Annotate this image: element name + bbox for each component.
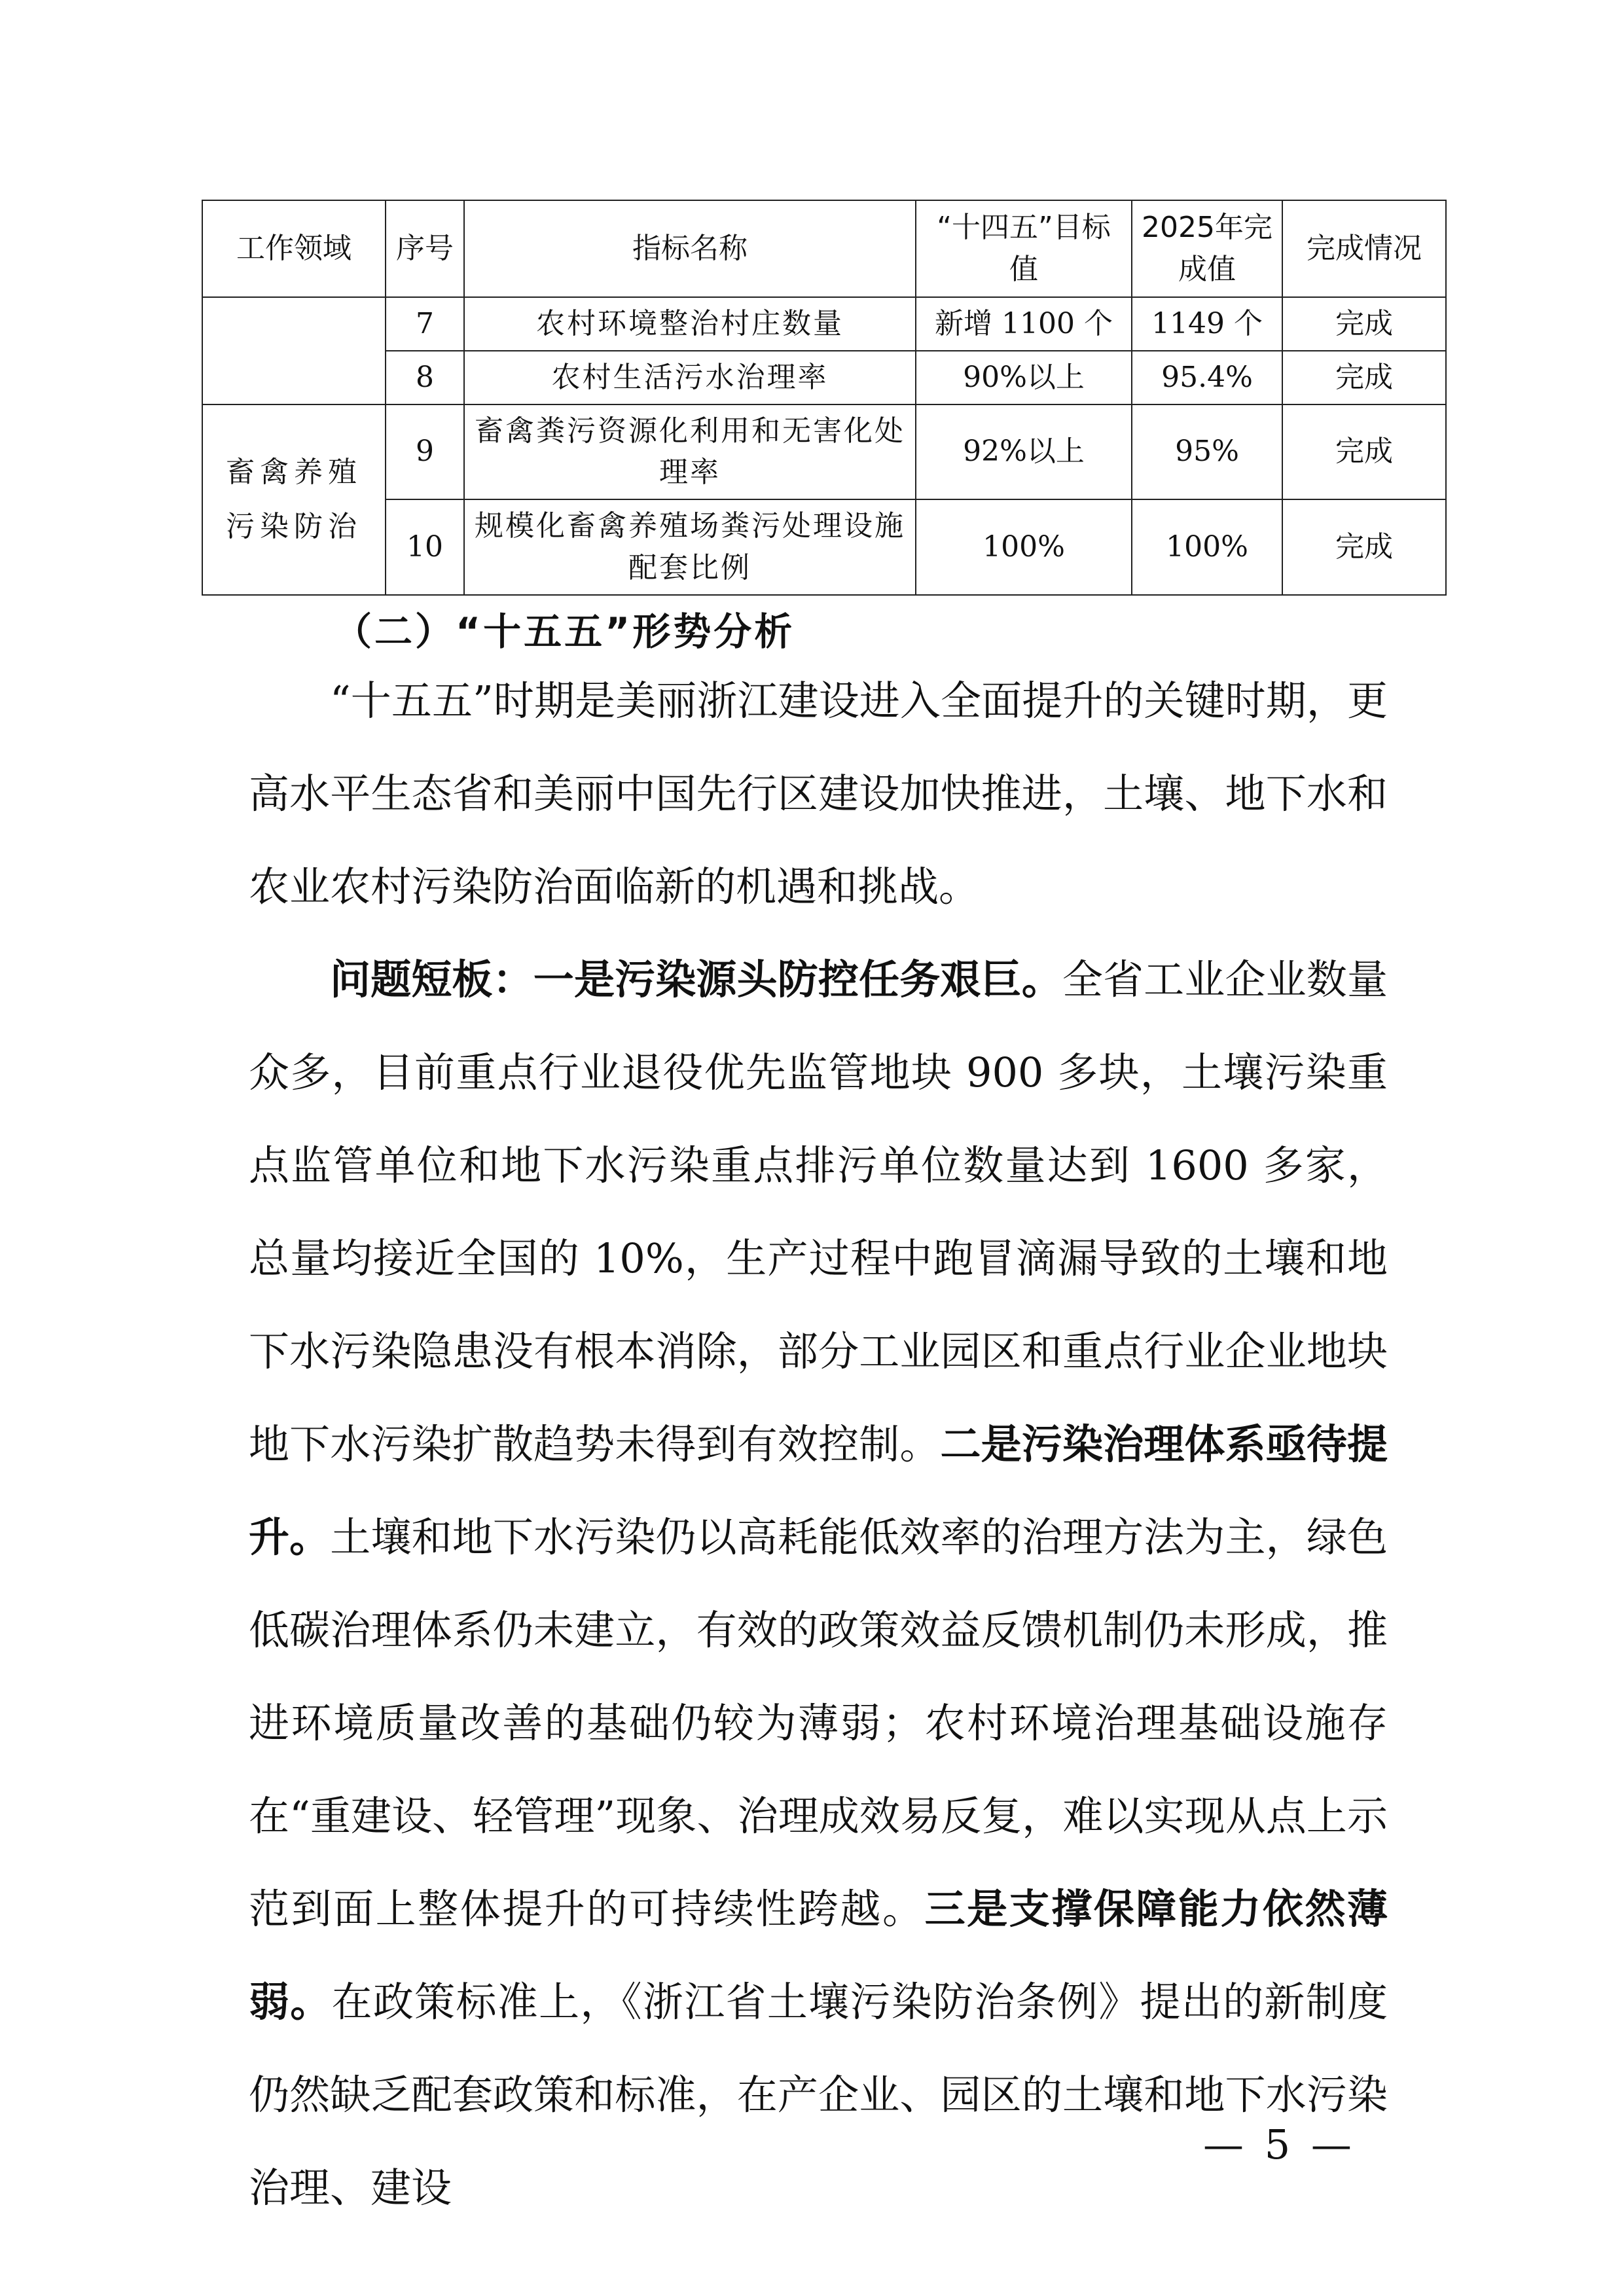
table-row (202, 499, 1446, 595)
target-cell: 新增 1100 个 (916, 297, 1132, 351)
problem-text-3: 在政策标准上，《浙江省土壤污染防治条例》提出的新制度仍然缺乏配套政策和标准，在产企业、园区的土壤和地下水污染治理、建设 (249, 1978, 1388, 2212)
status-cell: 完成 (1282, 404, 1446, 500)
paragraph-2 (249, 933, 1388, 2234)
table-header-row (202, 200, 1446, 297)
field-cell: 畜禽养殖污染防治 (202, 404, 386, 595)
problem-lead: 问题短板：一是污染源头防控任务艰巨。 (330, 956, 1062, 1003)
paragraph-1: “十五五”时期是美丽浙江建设进入全面提升的关键时期，更高水平生态省和美丽中国先行区建设加快推进，土壤、地下水和农业农村污染防治面临新的机遇和挑战。 (249, 677, 1388, 910)
header-target: “十四五”目标值 (916, 200, 1132, 297)
problem-bold-2: 二是污染治理体系亟待提升。 (249, 1420, 1388, 1561)
header-field: 工作领域 (202, 200, 386, 297)
status-cell: 完成 (1282, 499, 1446, 595)
no-cell: 10 (386, 499, 464, 595)
name-cell: 规模化畜禽养殖场粪污处理设施配套比例 (464, 499, 916, 595)
value-cell: 100% (1132, 499, 1282, 595)
table-row (202, 297, 1446, 351)
page-number: — 5 — (1203, 2121, 1356, 2168)
target-cell: 100% (916, 499, 1132, 595)
no-cell: 9 (386, 404, 464, 500)
value-cell: 95% (1132, 404, 1282, 500)
no-cell: 8 (386, 351, 464, 404)
header-value: 2025年完成值 (1132, 200, 1282, 297)
field-cell (202, 297, 386, 404)
header-status: 完成情况 (1282, 200, 1446, 297)
value-cell: 1149 个 (1132, 297, 1282, 351)
name-cell: 农村生活污水治理率 (464, 351, 916, 404)
value-cell: 95.4% (1132, 351, 1282, 404)
body-text (249, 655, 1388, 2234)
problem-text-1: 全省工业企业数量众多，目前重点行业退役优先监管地块 900 多块，土壤污染重点监管单位和地下水污染重点排污单位数量达到 1600 多家，总量均接近全国的 10%，生产过程中跑冒滴漏导致的土壤和地下水污染隐患没有根本消除，部分工业园区和重点行业企业地块地下水污染扩散趋势未得到有效控制。 (249, 956, 1388, 1468)
no-cell: 7 (386, 297, 464, 351)
name-cell: 畜禽粪污资源化利用和无害化处理率 (464, 404, 916, 500)
section-heading: （二）“十五五”形势分析 (334, 609, 795, 654)
target-cell: 90%以上 (916, 351, 1132, 404)
indicator-table (202, 200, 1447, 596)
status-cell: 完成 (1282, 351, 1446, 404)
header-no: 序号 (386, 200, 464, 297)
table-row (202, 351, 1446, 404)
problem-text-2: 土壤和地下水污染仍以高耗能低效率的治理方法为主，绿色低碳治理体系仍未建立，有效的政策效益反馈机制仍未形成，推进环境质量改善的基础仍较为薄弱；农村环境治理基础设施存在“重建设、轻管理”现象、治理成效易反复，难以实现从点上示范到面上整体提升的可持续性跨越。 (249, 1513, 1388, 1933)
table-row (202, 404, 1446, 500)
status-cell: 完成 (1282, 297, 1446, 351)
problem-bold-3: 三是支撑保障能力依然薄弱。 (249, 1885, 1388, 2026)
target-cell: 92%以上 (916, 404, 1132, 500)
header-name: 指标名称 (464, 200, 916, 297)
name-cell: 农村环境整治村庄数量 (464, 297, 916, 351)
